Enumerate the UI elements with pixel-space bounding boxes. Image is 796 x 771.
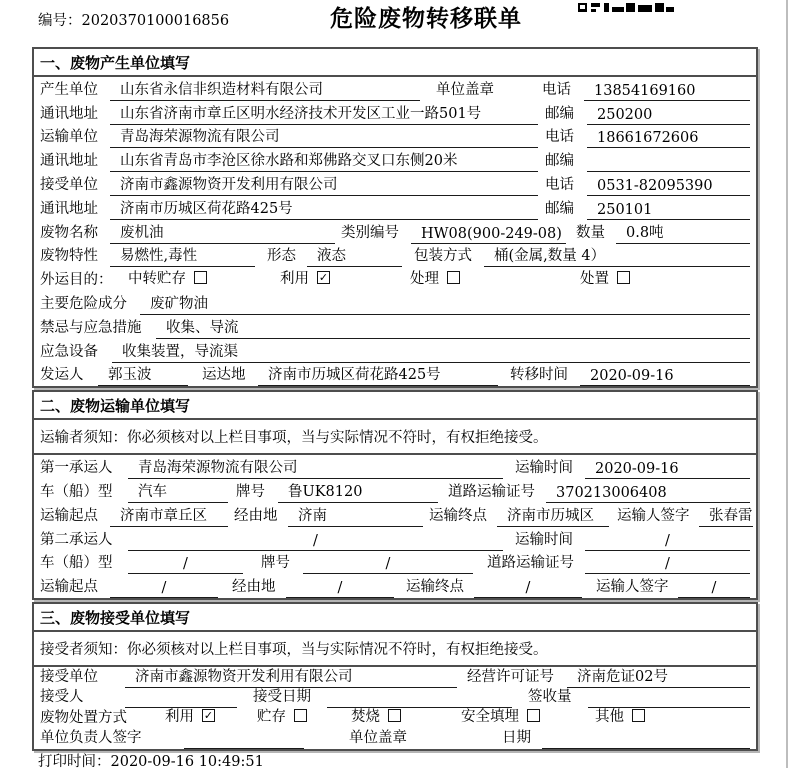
field-label: 产生单位 (40, 81, 98, 98)
field-value: 济南市鑫源物资开发利用有限公司 (110, 173, 538, 196)
field-label: 道路运输证号 (448, 483, 535, 500)
field-label: 发运人 (40, 367, 84, 384)
field-label: 形态 (267, 248, 296, 265)
field-value-blank (542, 732, 750, 749)
field-value: 易燃性,毒性 (110, 244, 255, 267)
checkbox-unchecked-icon (388, 709, 401, 722)
section-1-box (32, 47, 758, 388)
checkbox-unchecked-icon (617, 271, 630, 284)
form-number (38, 9, 229, 30)
field-value: 2020-09-16 (585, 461, 750, 479)
section-header (34, 392, 756, 420)
field-value: 济南市历城区荷花路425号 (258, 363, 498, 386)
field-value: 2020-09-16 (580, 368, 750, 386)
checkbox-unchecked-icon (527, 709, 540, 722)
field-label: 接受单位 (40, 668, 98, 685)
field-value: / (678, 580, 750, 598)
section-header (34, 49, 756, 77)
field-value: 鲁UK8120 (278, 480, 438, 503)
field-value: 济南市历城区 (497, 504, 609, 527)
field-label: 运输人签字 (617, 507, 690, 524)
field-value: / (474, 580, 582, 598)
print-time-value: 2020-09-16 10:49:51 (110, 754, 264, 770)
checkbox-label: 中转贮存 (128, 271, 186, 288)
field-value: 桶(金属,数量 4） (484, 244, 750, 267)
checkbox-item (461, 705, 540, 729)
form-row (34, 339, 756, 363)
manifest-form (32, 47, 758, 753)
field-label: 经由地 (232, 579, 276, 596)
field-label: 通讯地址 (40, 153, 98, 170)
section-title: 二、废物运输单位填写 (40, 396, 191, 415)
field-label: 运输终点 (429, 507, 487, 524)
form-row (34, 527, 756, 551)
section-title: 一、废物产生单位填写 (40, 53, 191, 72)
form-row (34, 291, 756, 315)
qr-code-fragment-icon (578, 0, 674, 9)
notice-text: 接受者须知：你必须核对以上栏目事项，当与实际情况不符时，有权拒绝接受。 (40, 642, 548, 659)
field-label: 牌号 (236, 483, 265, 500)
form-row (34, 729, 756, 750)
field-label: 车（船）型 (40, 555, 113, 572)
form-row (34, 77, 756, 101)
field-label: 废物名称 (40, 224, 98, 241)
field-label: 邮编 (545, 105, 574, 122)
checkbox-checked-icon: ✓ (318, 271, 329, 285)
field-label: 接受单位 (40, 176, 98, 193)
field-label: 第二承运人 (40, 531, 113, 548)
field-value: 0531-82095390 (587, 178, 750, 196)
form-row (34, 267, 756, 291)
checkbox-unchecked-icon (447, 271, 460, 284)
field-value-blank (184, 732, 304, 749)
field-value: 13854169160 (584, 83, 750, 101)
notice-row (34, 632, 756, 667)
checkbox-item (595, 705, 645, 729)
field-value: 250101 (587, 202, 750, 220)
field-label: 运输时间 (515, 531, 573, 548)
field-value: 山东省青岛市李沧区徐水路和郑佛路交叉口东侧20米 (110, 149, 538, 172)
field-label: 运输单位 (40, 129, 98, 146)
field-value: 废矿物油 (140, 292, 750, 315)
form-number-label: 编号： (38, 13, 82, 29)
checkbox-item (580, 267, 630, 291)
field-label: 日期 (502, 730, 531, 747)
checkbox-unchecked-icon (632, 709, 645, 722)
form-row (34, 196, 756, 220)
checkbox-item (165, 705, 215, 729)
checkbox-label: 安全填埋 (461, 708, 519, 725)
field-value: 汽车 (128, 480, 228, 503)
static-text: 单位盖章 (436, 81, 494, 98)
field-label: 经由地 (234, 507, 278, 524)
field-value: 济南危证02号 (567, 665, 750, 688)
page-title: 危险废物转移联单 (330, 6, 522, 32)
checkbox-label: 处理 (410, 271, 439, 288)
field-label: 运输人签字 (596, 579, 669, 596)
field-value: HW08(900-249-08) (411, 226, 566, 244)
checkbox-item (257, 705, 307, 729)
field-label: 邮编 (545, 200, 574, 217)
form-row (34, 244, 756, 268)
field-label: 电话 (542, 81, 571, 98)
field-value: 张春雷 (699, 504, 753, 527)
checkbox-unchecked-icon (294, 709, 307, 722)
form-row (34, 125, 756, 149)
form-row (34, 455, 756, 479)
checkbox-item (410, 267, 460, 291)
checkbox-label: 贮存 (257, 708, 286, 725)
field-value: 郭玉波 (98, 363, 188, 386)
field-label: 道路运输证号 (487, 555, 574, 572)
field-value: 液态 (307, 244, 402, 267)
field-value: 济南 (288, 504, 423, 527)
field-label: 牌号 (261, 555, 290, 572)
form-row (34, 667, 756, 688)
checkbox-unchecked-icon (194, 271, 207, 284)
print-time-label: 打印时间： (38, 754, 111, 770)
checkbox-label: 利用 (280, 271, 309, 288)
form-row (34, 574, 756, 598)
field-value: 0.8吨 (616, 221, 750, 244)
field-label: 签收量 (528, 689, 572, 706)
field-label: 运输时间 (515, 460, 573, 477)
form-row (34, 172, 756, 196)
field-value: 青岛海荣源物流有限公司 (128, 456, 503, 479)
field-value: / (303, 556, 473, 574)
field-value: 收集、导流 (156, 316, 750, 339)
checkbox-label: 利用 (165, 708, 194, 725)
field-value: 370213006408 (546, 485, 750, 503)
field-label: 转移时间 (510, 367, 568, 384)
field-value: 18661672606 (587, 130, 750, 148)
page-edge-line (786, 0, 788, 768)
form-row (34, 479, 756, 503)
field-label: 电话 (545, 129, 574, 146)
form-row (34, 551, 756, 575)
section-2-box (32, 390, 758, 600)
field-label: 运输终点 (406, 579, 464, 596)
field-label: 邮编 (545, 153, 574, 170)
field-label: 运输起点 (40, 507, 98, 524)
checkbox-item (128, 267, 207, 291)
field-label: 外运目的： (40, 272, 113, 289)
checkbox-label: 焚烧 (351, 708, 380, 725)
field-label: 数量 (576, 224, 605, 241)
field-value: 收集装置，导流渠 (112, 340, 750, 363)
document-header (0, 0, 796, 47)
field-value-blank (587, 155, 750, 172)
form-row (34, 363, 756, 387)
field-label: 运输起点 (40, 579, 98, 596)
form-row (34, 315, 756, 339)
notice-text: 运输者须知：你必须核对以上栏目事项，当与实际情况不符时，有权拒绝接受。 (40, 430, 548, 447)
section-header (34, 604, 756, 632)
field-label: 废物处置方式 (40, 709, 127, 726)
field-value: / (585, 533, 750, 551)
field-label: 接受日期 (253, 689, 311, 706)
field-value: 济南市鑫源物资开发利用有限公司 (125, 665, 457, 688)
checkbox-item (351, 705, 401, 729)
field-value: 山东省永信非织造材料有限公司 (110, 78, 420, 101)
field-value: / (585, 556, 750, 574)
field-label: 应急设备 (40, 343, 98, 360)
field-label: 电话 (545, 176, 574, 193)
field-label: 主要危险成分 (40, 295, 127, 312)
field-label: 废物特性 (40, 248, 98, 265)
field-value: 济南市章丘区 (110, 504, 228, 527)
checkbox-label: 处置 (580, 271, 609, 288)
field-value: / (128, 556, 243, 574)
field-label: 第一承运人 (40, 460, 113, 477)
field-value: 250200 (587, 107, 750, 125)
checkbox-checked-icon: ✓ (203, 708, 214, 722)
field-label: 接受人 (40, 689, 84, 706)
form-number-value: 2020370100016856 (81, 13, 230, 29)
field-label: 包装方式 (414, 248, 472, 265)
field-label: 通讯地址 (40, 105, 98, 122)
field-value: 废机油 (110, 221, 335, 244)
field-label: 经营许可证号 (467, 668, 554, 685)
field-label: 禁忌与应急措施 (40, 319, 142, 336)
checkbox-item (280, 267, 330, 291)
form-row (34, 220, 756, 244)
field-value: 山东省济南市章丘区明水经济技术开发区工业一路501号 (110, 102, 538, 125)
field-value: / (286, 580, 394, 598)
field-value: 济南市历城区荷花路425号 (110, 197, 538, 220)
form-row (34, 503, 756, 527)
section-title: 三、废物接受单位填写 (40, 608, 191, 627)
field-value: / (110, 580, 218, 598)
field-label: 单位负责人签字 (40, 730, 142, 747)
field-label: 车（船）型 (40, 483, 113, 500)
field-value: 青岛海荣源物流有限公司 (110, 125, 538, 148)
form-row (34, 101, 756, 125)
checkbox-label: 其他 (595, 708, 624, 725)
static-text: 单位盖章 (349, 730, 407, 747)
field-label: 运达地 (202, 367, 246, 384)
field-label: 通讯地址 (40, 200, 98, 217)
section-3-box (32, 602, 758, 751)
field-label: 类别编号 (341, 224, 399, 241)
notice-row (34, 420, 756, 455)
field-value: / (128, 533, 503, 551)
form-row (34, 148, 756, 172)
